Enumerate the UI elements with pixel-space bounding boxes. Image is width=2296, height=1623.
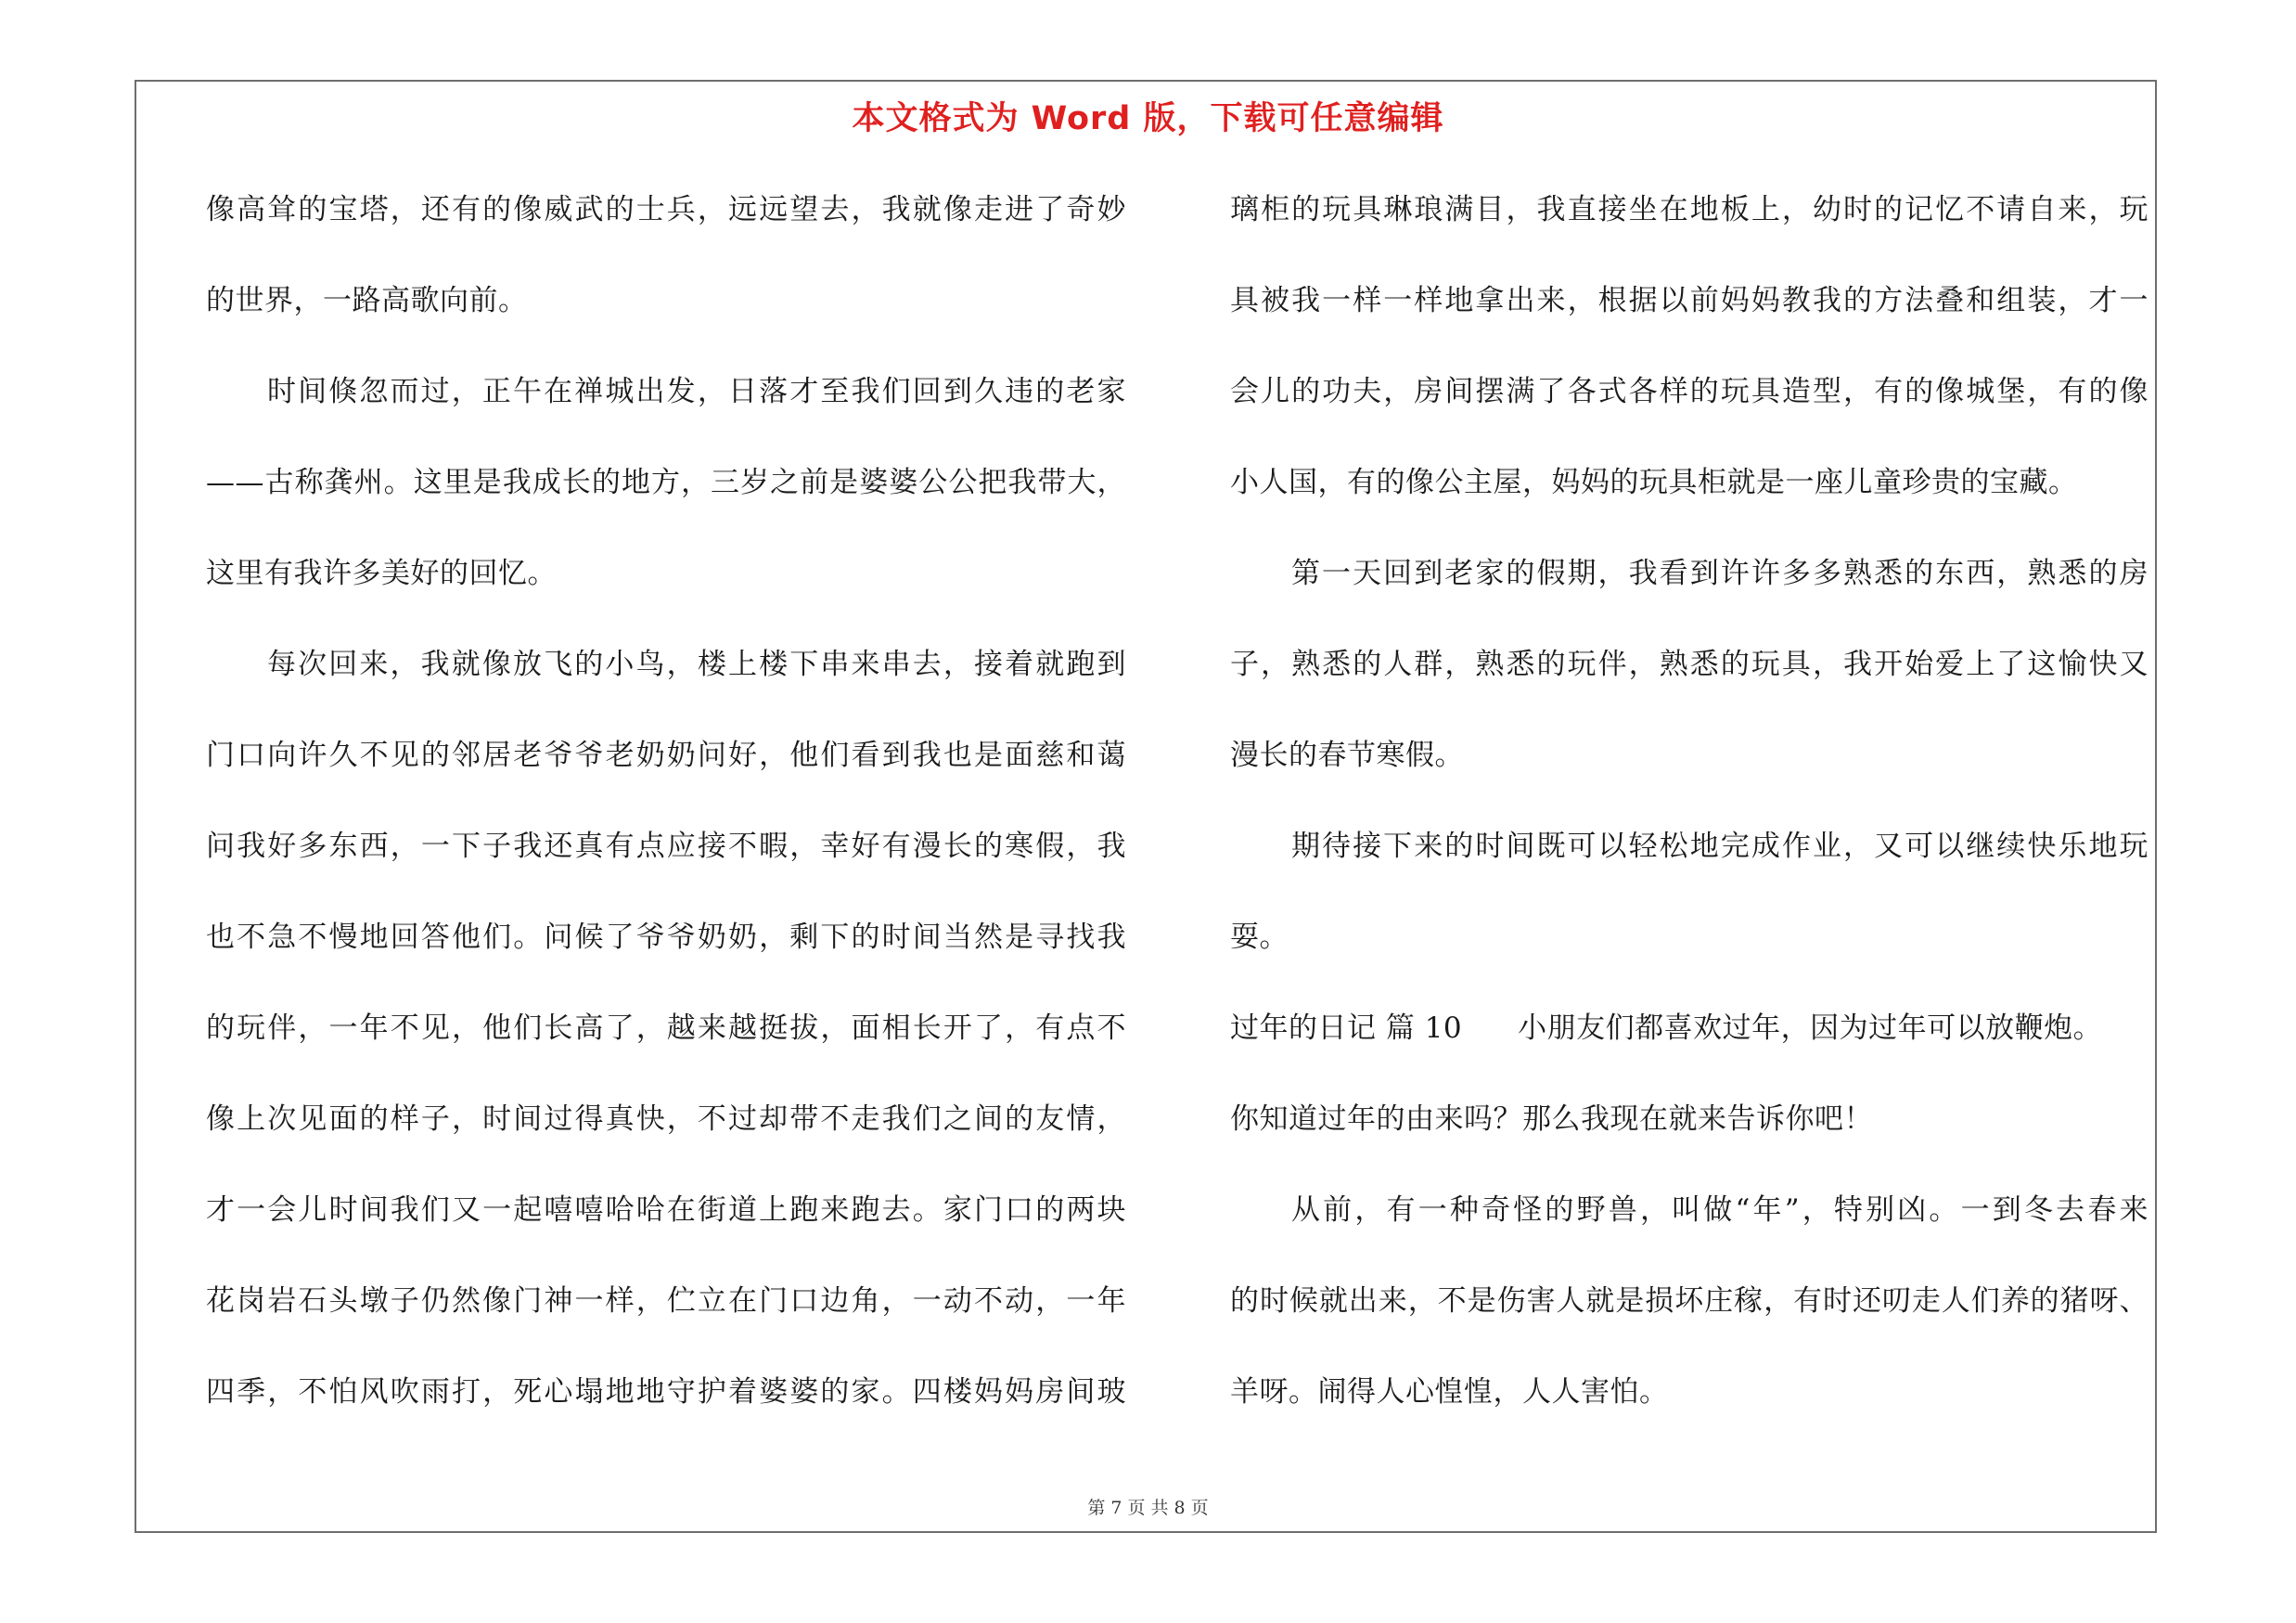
text-line: 从前，有一种奇怪的野兽，叫做“年”，特别凶。一到冬去春来 <box>1291 1193 2148 1227</box>
text-line: 子，熟悉的人群，熟悉的玩伴，熟悉的玩具，我开始爱上了这愉快又 <box>1230 648 2148 681</box>
text-line: 门口向许久不见的邻居老爷爷老奶奶问好，他们看到我也是面慈和蔼 <box>206 739 1126 772</box>
text-line: 才一会儿时间我们又一起嘻嘻哈哈在街道上跑来跑去。家门口的两块 <box>206 1193 1126 1227</box>
section-heading-line <box>1230 1000 2102 1056</box>
page-number: 第 7 页 共 8 页 <box>1087 1498 1209 1518</box>
text-line: 也不急不慢地回答他们。问候了爷爷奶奶，剩下的时间当然是寻找我 <box>206 921 1126 954</box>
text-line: 每次回来，我就像放飞的小鸟，楼上楼下串来串去，接着就跑到 <box>267 648 1126 681</box>
text-line: 花岗岩石头墩子仍然像门神一样，伫立在门口边角，一动不动，一年 <box>206 1284 1126 1318</box>
text-line: 你知道过年的由来吗？那么我现在就来告诉你吧！ <box>1230 1102 1873 1136</box>
text-line: 耍。 <box>1230 921 1289 954</box>
text-line: 四季，不怕风吹雨打，死心塌地地守护着婆婆的家。四楼妈妈房间玻 <box>206 1375 1126 1409</box>
text-line: 这里有我许多美好的回忆。 <box>206 557 557 590</box>
text-line: 第一天回到老家的假期，我看到许许多多熟悉的东西，熟悉的房 <box>1291 557 2148 590</box>
text-line: 小朋友们都喜欢过年，因为过年可以放鞭炮。 <box>1518 1011 2103 1045</box>
text-line: 的世界，一路高歌向前。 <box>206 284 528 317</box>
text-line: 期待接下来的时间既可以轻松地完成作业，又可以继续快乐地玩 <box>1291 830 2148 863</box>
text-line: 璃柜的玩具琳琅满目，我直接坐在地板上，幼时的记忆不请自来，玩 <box>1230 193 2148 226</box>
text-line: 会儿的功夫，房间摆满了各式各样的玩具造型，有的像城堡，有的像 <box>1230 375 2148 408</box>
text-line: 羊呀。闹得人心惶惶，人人害怕。 <box>1230 1375 1669 1409</box>
format-banner: 本文格式为 Word 版，下载可任意编辑 <box>852 100 1444 137</box>
text-line: 像上次见面的样子，时间过得真快，不过却带不走我们之间的友情， <box>206 1102 1126 1136</box>
text-line: 漫长的春节寒假。 <box>1230 739 1464 772</box>
section-heading: 过年的日记 篇 10 <box>1230 1011 1463 1045</box>
text-line: ——古称龚州。这里是我成长的地方，三岁之前是婆婆公公把我带大， <box>206 466 1126 499</box>
text-line: 小人国，有的像公主屋，妈妈的玩具柜就是一座儿童珍贵的宝藏。 <box>1230 466 2078 499</box>
text-line: 像高耸的宝塔，还有的像威武的士兵，远远望去，我就像走进了奇妙 <box>206 193 1126 226</box>
text-line: 时间倏忽而过，正午在禅城出发，日落才至我们回到久违的老家 <box>267 375 1126 408</box>
text-line: 的时候就出来，不是伤害人就是损坏庄稼，有时还叨走人们养的猪呀、 <box>1230 1284 2148 1318</box>
text-line: 具被我一样一样地拿出来，根据以前妈妈教我的方法叠和组装，才一 <box>1230 284 2148 317</box>
text-line: 的玩伴，一年不见，他们长高了，越来越挺拔，面相长开了，有点不 <box>206 1011 1126 1045</box>
text-line: 问我好多东西，一下子我还真有点应接不暇，幸好有漫长的寒假，我 <box>206 830 1126 863</box>
